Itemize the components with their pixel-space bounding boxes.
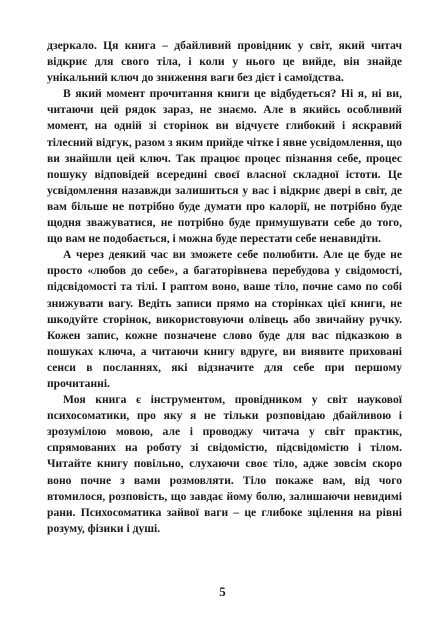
page-number: 5 [219,584,226,599]
paragraph-2: В який момент прочитання книги це відбудеться? Ні я, ні ви, читаючи цей рядок зараз, не знаємо. Але в якийсь особливий момент, на одній зі сторінок ви відчуєте глибокий і яскравий тілесний відгук, разом з яким прийде чітке і явне усвідомлення, що ви знайшли цей ключ. Так працює процес пізнання себе, процес пошуку відповідей всередині своєї власної складної істоти. Це усвідомлення назавжди залишиться у вас і відкриє двері в світ, де вам більше не потрібно буде думати про калорії, не потрібно буде щодня зважуватися, не потрібно буде примушувати себе до того, що вам не подобається, і можна буде перестати себе ненавидіти. [47,87,402,246]
paragraph-3: А через деякий час ви зможете себе полюбити. Але це буде не просто «любов до себе», а багаторівнева перебудова у свідомості, підсвідомості та тілі. І раптом воно, ваше тіло, почне само по собі знижувати вагу. Ведіть записи прямо на сторінках цієї книги, не шкодуйте сторінок, використовуючи олівець або звичайну ручку. Кожен запис, кожне позначене слово буде для вас підказкою в пошуках ключа, а читаючи книгу вдруге, ви виявите приховані сенси в посланнях, які відзначите для себе при першому прочитанні. [47,248,402,390]
paragraph-4: Моя книга є інструментом, провідником у світ наукової психосоматики, про яку я не тільки розповідаю дбайливою і зрозумілою мовою, але і проводжу читача у світ практик, спрямованих на роботу зі свідомістю, підсвідомістю і тілом. Читайте книгу повільно, слухаючи своє тіло, адже зовсім скоро воно почне з вами розмовляти. Тіло покаже вам, від чого втомилося, розповість, що завдає йому болю, залишаючи невидимі рани. Психосоматика зайвої ваги – це глибоке зцілення на рівні розуму, фізики і душі. [47,393,402,535]
body-text [47,38,402,537]
paragraph-1: дзеркало. Ця книга – дбайливий провідник у світ, який читач відкриє для свого тіла, і коли у нього це вийде, він знайде унікальний ключ до зниження ваги без дієт і самоїдства. [47,39,402,85]
